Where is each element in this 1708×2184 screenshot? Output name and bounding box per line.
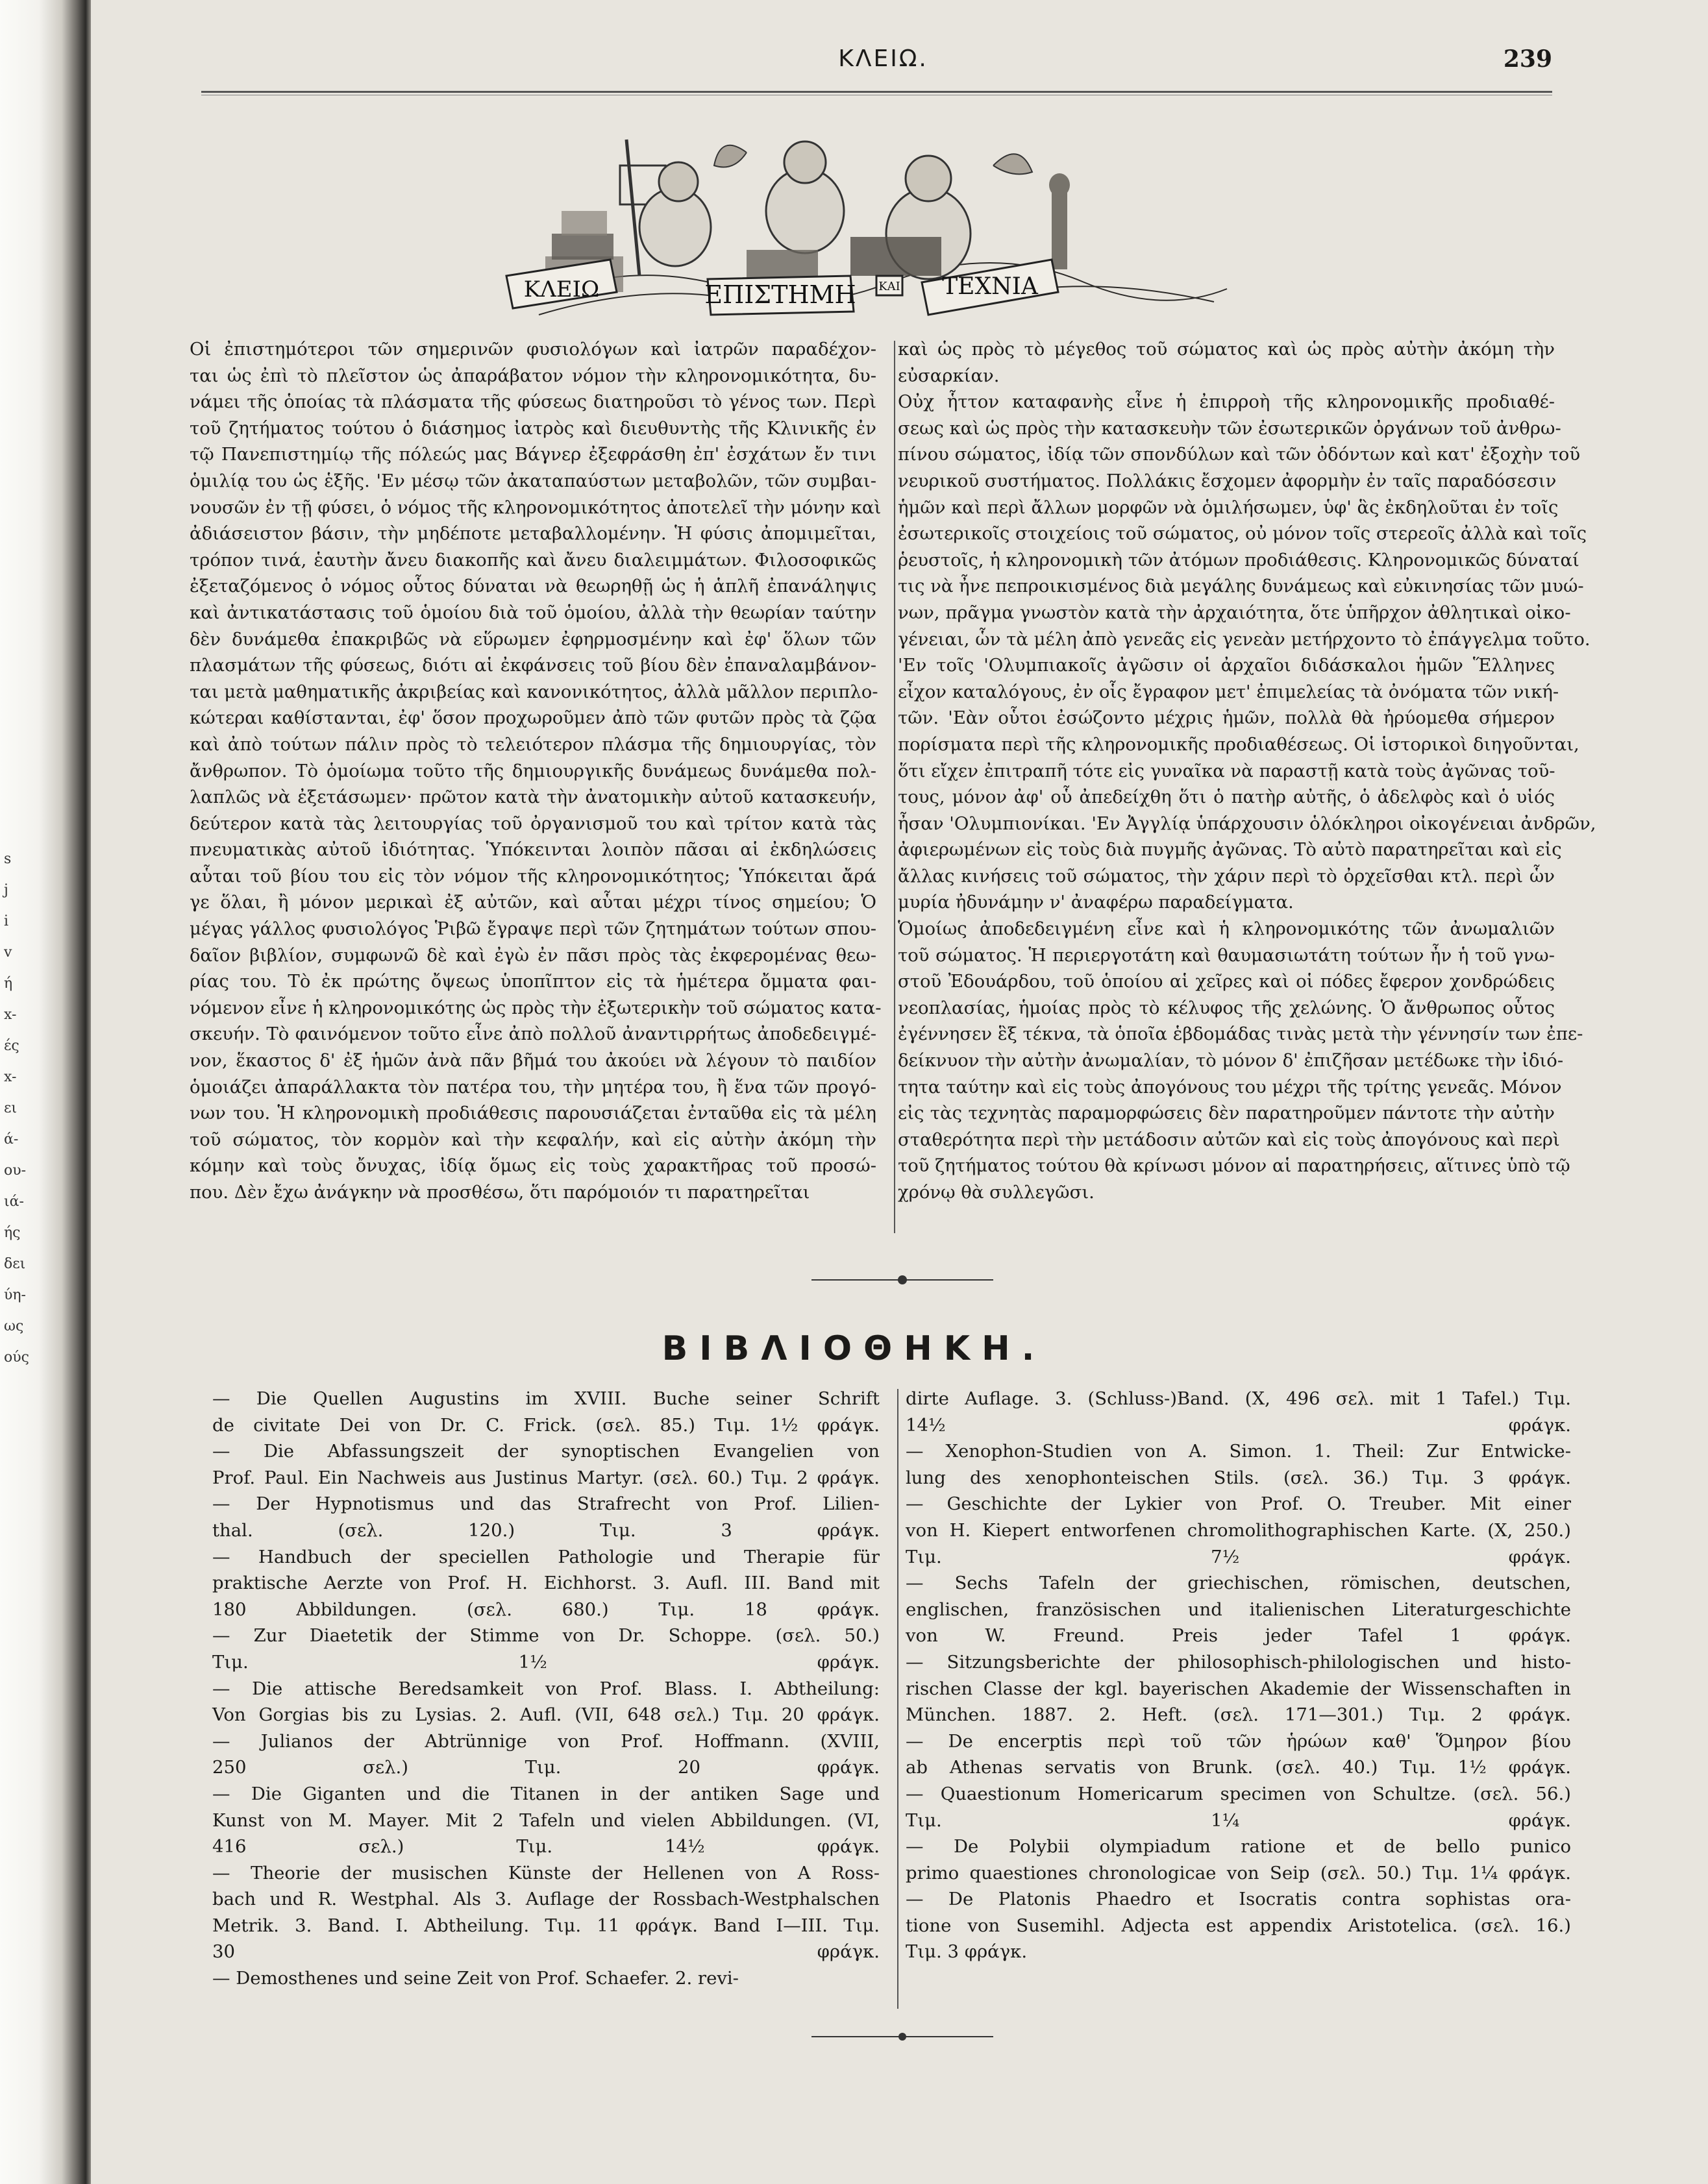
text-line: — De Polybii olympiadum ratione et de bello punico <box>906 1836 1571 1858</box>
text-line: Metrik. 3. Band. I. Abtheilung. Τιμ. 11 φράγκ. Band I—III. Τιμ. <box>212 1915 880 1936</box>
text-line: — Zur Diaetetik der Stimme von Dr. Schoppe. (σελ. 50.) <box>212 1625 880 1647</box>
edge-fragment: δει <box>4 1256 26 1272</box>
text-line: — Die Quellen Augustins im XVIII. Buche seiner Schrift <box>212 1388 880 1409</box>
text-line: Kunst von M. Mayer. Mit 2 Tafeln und vielen Abbildungen. (VI, <box>212 1810 880 1831</box>
article-paragraph <box>898 389 1590 652</box>
article-paragraph <box>190 336 882 1206</box>
text-line: κώτεραι καθίστανται, ἐφ' ὅσον προχωροῦμεν ἀπὸ τῶν φυτῶν πρὸς τὰ ζῷα <box>190 707 876 729</box>
text-line: σεως καὶ ὡς πρὸς τὴν κατασκευὴν τῶν ἐσωτερικῶν ὀργάνων τοῦ ἀνθρω- <box>898 417 1561 439</box>
text-line: dirte Auflage. 3. (Schluss-)Band. (X, 496 σελ. mit 1 Tafel.) Τιμ. <box>906 1388 1571 1409</box>
text-line: von H. Kiepert entworfenen chromolithographischen Karte. (X, 250.) <box>906 1519 1571 1541</box>
page-header <box>214 45 1552 84</box>
text-line: δαῖον βιβλίον, συμφωνῶ δὲ καὶ ἐγὼ ἐν πᾶσι πρὸς τὰς ἐκφερομένας θεω- <box>190 944 876 966</box>
text-line: 180 Abbildungen. (σελ. 680.) Τιμ. 18 φράγκ. <box>212 1599 880 1620</box>
banner-text-2: ΕΠΙΣΤΗΜΗ <box>704 280 856 309</box>
text-line: καὶ ἀντικατάστασις τοῦ ὁμοίου διὰ τοῦ ὁμοίου, ἀλλὰ τὴν θεωρίαν ταύτην <box>190 602 876 623</box>
text-line: — Julianos der Abtrünnige von Prof. Hoffmann. (XVIII, <box>212 1730 880 1752</box>
edge-fragment: j <box>4 882 8 898</box>
text-line: πίνου σώματος, ἰδίᾳ τῶν σπονδύλων καὶ τῶν ὀδόντων καὶ κατ' ἐξοχὴν τοῦ <box>898 444 1581 465</box>
edge-fragment: ά- <box>4 1131 19 1147</box>
text-line: — Geschichte der Lykier von Prof. O. Treuber. Mit einer <box>906 1493 1571 1515</box>
text-line: englischen, französischen und italienischen Literaturgeschichte <box>906 1599 1571 1620</box>
facing-page-edge-text <box>4 844 30 1373</box>
text-line: thal. (σελ. 120.) Τιμ. 3 φράγκ. <box>212 1519 880 1541</box>
edge-fragment: ή <box>4 975 13 992</box>
text-line: πορίσματα περὶ τῆς κληρονομικῆς προδιαθέσεως. Οἱ ἱστορικοὶ διηγοῦνται, <box>898 733 1579 755</box>
text-line: — Die Giganten und die Titanen in der antiken Sage und <box>212 1783 880 1804</box>
text-line: τοῦ σώματος. Ἡ περιεργοτάτη καὶ θαυμασιωτάτη τούτων ἦν ἡ τοῦ γνω- <box>898 944 1555 966</box>
text-line: rischen Classe der kgl. bayerischen Akademie der Wissenschaften in <box>906 1678 1571 1699</box>
edge-fragment: i <box>4 913 9 929</box>
text-line: εἶχον καταλόγους, ἐν οἷς ἔγραφον μετ' ἐπιμελείας τὰ ὀνόματα τῶν νική- <box>898 681 1559 702</box>
edge-fragment: x- <box>4 1069 17 1085</box>
text-line: — Xenophon-Studien von A. Simon. 1. Theil: Zur Entwicke- <box>906 1441 1571 1462</box>
library-left-column <box>212 1386 880 1992</box>
text-line: ἦσαν 'Ολυμπιονίκαι. 'Εν Ἀγγλίᾳ ὑπάρχουσιν ὁλόκληροι οἰκογένειαι ἀνδρῶν, <box>898 813 1596 834</box>
edge-fragment: ές <box>4 1038 19 1054</box>
text-line: μέγας γάλλος φυσιολόγος Ῥιβῶ ἔγραψε περὶ τῶν ζητημάτων τούτων σπου- <box>190 918 876 940</box>
section-divider-ornament <box>811 1272 993 1288</box>
page-number: 239 <box>1503 45 1552 73</box>
text-line: Τιμ. 3 φράγκ. <box>906 1941 1028 1963</box>
text-line: ἐξεταζόμενος ὁ νόμος οὗτος δύναται νὰ θεωρηθῇ ὡς ἡ ἁπλῆ ἐπανάληψις <box>190 576 876 597</box>
edge-fragment: ου- <box>4 1162 27 1179</box>
text-line: πνευματικὰς αὐτοῦ ἰδιότητας. Ὑπόκεινται λοιπὸν πᾶσαι αἱ ἐκδηλώσεις <box>190 839 876 861</box>
text-line: δὲν δυνάμεθα ἐπακριβῶς νὰ εὕρωμεν ἐφηρμοσμένην καὶ ἐφ' ὅλων τῶν <box>190 628 876 650</box>
edge-fragment: v <box>4 944 12 961</box>
article-right-column <box>898 336 1596 1206</box>
text-line: πλασμάτων τῆς φύσεως, διότι αἱ ἐκφάνσεις τοῦ βίου δὲν ἐπαναλαμβάνον- <box>190 655 876 676</box>
edge-fragment: ως <box>4 1318 24 1334</box>
text-line: — Die attische Beredsamkeit von Prof. Blass. I. Abtheilung: <box>212 1678 880 1699</box>
text-line: τητα ταύτην καὶ εἰς τοὺς ἀπογόνους του μέχρι τῆς τρίτης γενεᾶς. Μόνον <box>898 1076 1562 1098</box>
text-line: λαπλῶς νὰ ἐξετάσωμεν· πρῶτον κατὰ τὴν ἀνατομικὴν αὐτοῦ κατασκευήν, <box>190 787 876 808</box>
text-line: σταθερότητα περὶ τὴν μετάδοσιν αὐτῶν καὶ εἰς τοὺς ἀπογόνους καὶ περὶ <box>898 1129 1560 1150</box>
text-line: νόμενον εἶνε ἡ κληρονομικότης ὡς πρὸς τὴν ἐξωτερικὴν τοῦ σώματος κατα- <box>190 997 882 1018</box>
edge-fragment: x- <box>4 1007 17 1023</box>
text-line: — Quaestionum Homericarum specimen von Schultze. (σελ. 56.) <box>906 1783 1571 1804</box>
library-entries <box>212 1386 880 1992</box>
text-line: εὐσαρκίαν. <box>898 365 1000 386</box>
edge-fragment: ιά- <box>4 1194 24 1210</box>
text-line: καὶ ὡς πρὸς τὸ μέγεθος τοῦ σώματος καὶ ὡς πρὸς αὐτὴν ἀκόμη τὴν <box>898 339 1555 360</box>
text-line: — Sechs Tafeln der griechischen, römischen, deutschen, <box>906 1573 1571 1594</box>
text-line: ὁμιλίᾳ του ὡς ἑξῆς. 'Εν μέσῳ τῶν ἀκαταπαύστων μεταβολῶν, τῶν συμβαι- <box>190 470 876 491</box>
text-line: 416 σελ.) Τιμ. 14½ φράγκ. <box>212 1836 880 1858</box>
text-line: tione von Susemihl. Adjecta est appendix Aristotelica. (σελ. 16.) <box>906 1915 1571 1936</box>
text-line: νον, ἕκαστος δ' ἐξ ἡμῶν ἀνὰ πᾶν βῆμά του ἀκούει νὰ λέγουν τὸ παιδίον <box>190 1050 876 1072</box>
text-line: Τιμ. 7½ φράγκ. <box>906 1546 1571 1567</box>
text-line: 250 σελ.) Τιμ. 20 φράγκ. <box>212 1757 880 1778</box>
text-line: Οὐχ ἧττον καταφανὴς εἶνε ἡ ἐπιρροὴ τῆς κληρονομικῆς προδιαθέ- <box>898 391 1555 413</box>
text-line: — Der Hypnotismus und das Strafrecht von Prof. Lilien- <box>212 1493 880 1515</box>
text-line: νεοπλασίας, ἡμοίας πρὸς τὸ κέλυφος τῆς χελώνης. Ὁ ἄνθρωπος οὗτος <box>898 997 1555 1018</box>
article-left-column <box>190 336 882 1206</box>
text-line: ὁμοιάζει ἀπαράλλακτα τὸν πατέρα του, τὴν μητέρα του, ἢ ἕνα τῶν προγό- <box>190 1076 876 1098</box>
text-line: νάμει τῆς ὁποίας τὰ πλάσματα τῆς φύσεως διατηροῦσι τὸ γένος των. Περὶ <box>190 391 876 413</box>
text-line: νων, πρᾶγμα γνωστὸν κατὰ τὴν ἀρχαιότητα, ὅτε ὑπῆρχον ἀθλητικαὶ οἰκο- <box>898 602 1571 623</box>
text-line: ρίας του. Τὸ ἐκ πρώτης ὄψεως ὑποπῖπτον εἰς τὰ ἡμέτερα ὄμματα φαι- <box>190 971 876 992</box>
text-line: Ὁμοίως ἀποδεδειγμένη εἶνε καὶ ἡ κληρονομικότης τῶν ἀνωμαλιῶν <box>898 918 1555 940</box>
text-line: ται ὡς ἐπὶ τὸ πλεῖστον ὡς ἀπαράβατον νόμον τὴν κληρονομικότητα, δυ- <box>190 365 876 386</box>
text-line: ἄλλας κινήσεις τοῦ σώματος, τὴν χάριν περὶ τὸ ὀρχεῖσθαι κτλ. περὶ ὧν <box>898 865 1555 887</box>
text-line: νουσῶν ἐν τῇ φύσει, ὁ νόμος τῆς κληρονομικότητος ἀποτελεῖ τὴν μόνην καὶ <box>190 497 882 518</box>
text-line: μυρία ἠδυνάμην ν' ἀναφέρω παραδείγματα. <box>898 892 1294 913</box>
text-line: εἰς τὰς τεχνητὰς παραμορφώσεις δὲν παρατηροῦμεν πάντοτε τὴν αὐτὴν <box>898 1103 1555 1124</box>
text-line: νευρικοῦ συστήματος. Πολλάκις ἔσχομεν ἀφορμὴν ἐν ταῖς παραδόσεσιν <box>898 470 1557 491</box>
article-paragraph <box>898 916 1583 1206</box>
text-line: primo quaestiones chronologicae von Seip (σελ. 50.) Τιμ. 1¼ φράγκ. <box>906 1862 1571 1883</box>
library-entries <box>906 1386 1571 1965</box>
text-line: τις νὰ ἦνε πεπροικισμένος διὰ μεγάλης δυνάμεως καὶ εὐκινησίας τῶν μυώ- <box>898 576 1584 597</box>
text-line: τοῦ σώματος, τὸν κορμὸν καὶ τὴν κεφαλήν, καὶ εἰς αὐτὴν ἀκόμη τὴν <box>190 1129 876 1150</box>
banner-text-1: ΚΛΕΙΩ <box>523 276 600 302</box>
running-title: ΚΛΕΙΩ. <box>838 45 928 72</box>
text-line: — Demosthenes und seine Zeit von Prof. Schaefer. 2. revi- <box>212 1968 739 1989</box>
article-paragraph <box>898 652 1596 916</box>
text-line: τοῦ ζητήματος τούτου θὰ κρίνωσι μόνον αἱ παρατηρήσεις, αἵτινες ὑπὸ τῷ <box>898 1155 1570 1177</box>
text-line: καὶ ἀπὸ τούτων πάλιν πρὸς τὸ τελειότερον πλάσμα τῆς δημιουργίας, τὸν <box>190 733 876 755</box>
text-line: τους, μόνον ἀφ' οὗ ἀπεδείχθη ὅτι ὁ πατὴρ αὐτῆς, ὁ ἀδελφὸς καὶ ὁ υἱός <box>898 787 1555 808</box>
edge-fragment: ει <box>4 1100 18 1116</box>
text-line: lung des xenophonteischen Stils. (σελ. 36.) Τιμ. 3 φράγκ. <box>906 1467 1571 1488</box>
text-line: 14½ φράγκ. <box>906 1414 1571 1436</box>
library-section-title: ΒΙΒΛΙΟΘΗΚΗ. <box>662 1329 1046 1368</box>
text-line: ἄνθρωπον. Τὸ ὁμοίωμα τοῦτο τῆς δημιουργικῆς δυνάμεως δυνάμεθα πολ- <box>190 760 876 781</box>
banner-text-3: ΚΑΙ <box>878 280 900 293</box>
text-line: Οἱ ἐπιστημότεροι τῶν σημερινῶν φυσιολόγων καὶ ἰατρῶν παραδέχον- <box>190 339 876 360</box>
text-line: ἐσωτερικοῖς στοιχείοις τοῦ σώματος, οὐ μόνον τοῖς στερεοῖς ἀλλὰ καὶ τοῖς <box>898 523 1587 545</box>
edge-fragment: ύη- <box>4 1287 26 1303</box>
text-line: ab Athenas servatis von Brunk. (σελ. 40.) Τιμ. 1½ φράγκ. <box>906 1757 1571 1778</box>
column-rule <box>894 341 895 1233</box>
text-line: ἀδιάσειστον βάσιν, τὴν μηδέποτε μεταβαλλομένην. Ἡ φύσις ἀπομιμεῖται, <box>190 523 876 545</box>
text-line: ῥευστοῖς, ἡ κληρονομικὴ τῶν ἀτόμων προδιάθεσις. Κληρονομικῶς δύναταί <box>898 549 1579 571</box>
text-line: τοῦ ζητήματος τούτου ὁ διάσημος ἰατρὸς καὶ διευθυντὴς τῆς Κλινικῆς ἐν <box>190 417 876 439</box>
text-line: Prof. Paul. Ein Nachweis aus Justinus Martyr. (σελ. 60.) Τιμ. 2 φράγκ. <box>212 1467 880 1488</box>
text-line: — De Platonis Phaedro et Isocratis contra sophistas ora- <box>906 1889 1571 1910</box>
text-line: γε ὅλαι, ἢ μόνον μερικαὶ ἐξ αὐτῶν, καὶ αὗται μέχρι τίνος σημείου; Ὁ <box>190 892 876 913</box>
article-paragraph <box>898 336 1555 389</box>
text-line: αὗται τοῦ βίου του εἰς τὸν νόμον τῆς κληρονομικότητος; Ὑπόκειται ἄρά <box>190 865 876 887</box>
text-line: praktische Aerzte von Prof. H. Eichhorst. 3. Aufl. III. Band mit <box>212 1573 880 1594</box>
text-line: — Handbuch der speciellen Pathologie und Therapie für <box>212 1546 880 1567</box>
library-right-column <box>906 1386 1571 1965</box>
text-line: — Theorie der musischen Künste der Hellenen von A Ross- <box>212 1862 880 1883</box>
text-line: σκευήν. Τὸ φαινόμενον τοῦτο εἶνε ἀπὸ πολλοῦ ἀναντιρρήτως ἀποδεδειγμέ- <box>190 1024 876 1045</box>
text-line: ται μετὰ μαθηματικῆς ἀκριβείας καὶ κανονικότητος, ἀλλὰ μᾶλλον περιπλο- <box>190 681 878 702</box>
text-line: δείκνυον τὴν αὐτὴν ἀνωμαλίαν, τὸ μόνον δ' ἐπιζῆσαν μετέδωκε τὴν ἰδιό- <box>898 1050 1564 1072</box>
text-line: γένειαι, ὧν τὰ μέλη ἀπὸ γενεᾶς εἰς γενεὰν μετήρχοντο τὸ ἐπάγγελμα τοῦτο. <box>898 628 1590 650</box>
text-line: νων του. Ἡ κληρονομικὴ προδιάθεσις παρουσιάζεται ἐνταῦθα εἰς τὰ μέλη <box>190 1103 876 1124</box>
text-line: που. Δὲν ἔχω ἀνάγκην νὰ προσθέσω, ὅτι παρόμοιόν τι παρατηρεῖται <box>190 1182 810 1203</box>
text-line: bach und R. Westphal. Als 3. Auflage der Rossbach-Westphalschen <box>212 1889 880 1910</box>
text-line: τρόπον τινά, ἑαυτὴν ἄνευ διακοπῆς καὶ ἄνευ διαλειμμάτων. Φιλοσοφικῶς <box>190 549 876 571</box>
text-line: München. 1887. 2. Heft. (σελ. 171—301.) Τιμ. 2 φράγκ. <box>906 1704 1571 1726</box>
text-line: de civitate Dei von Dr. C. Frick. (σελ. 85.) Τιμ. 1½ φράγκ. <box>212 1414 880 1436</box>
text-line: κόμην καὶ τοὺς ὄνυχας, ἰδίᾳ ὅμως εἰς τοὺς χαρακτῆρας τοῦ προσώ- <box>190 1155 876 1177</box>
text-line: — Sitzungsberichte der philosophisch-philologischen und histo- <box>906 1651 1571 1673</box>
text-line: Τιμ. 1¼ φράγκ. <box>906 1810 1571 1831</box>
text-line: Von Gorgias bis zu Lysias. 2. Aufl. (VII, 648 σελ.) Τιμ. 20 φράγκ. <box>212 1704 880 1726</box>
text-line: Τιμ. 1½ φράγκ. <box>212 1651 880 1673</box>
text-line: von W. Freund. Preis jeder Tafel 1 φράγκ. <box>906 1625 1571 1647</box>
text-line: — Die Abfassungszeit der synoptischen Evangelien von <box>212 1441 880 1462</box>
text-line: ἀφιερωμένων εἰς τοὺς διὰ πυγμῆς ἀγῶνας. Τὸ αὐτὸ παρατηρεῖται καὶ εἰς <box>898 839 1562 861</box>
text-line: ἐγέννησεν ἓξ τέκνα, τὰ ὁποῖα ἑβδομάδας τινὰς μετὰ τὴν γέννησίν των ἐπε- <box>898 1024 1583 1045</box>
headpiece-vignette <box>500 127 1246 334</box>
text-line: ὅτι εἴχεν ἐπιτραπῆ τότε εἰς γυναῖκα νὰ παραστῇ κατὰ τοὺς ἀγῶνας τοῦ- <box>898 760 1555 781</box>
text-line: στοῦ Ἐδουάρδου, τοῦ ὁποίου αἱ χεῖρες καὶ οἱ πόδες ἔφερον χονδρώδεις <box>898 971 1555 992</box>
text-line: χρόνῳ θὰ συλλεγῶσι. <box>898 1182 1095 1203</box>
text-line: ἡμῶν καὶ περὶ ἄλλων μορφῶν νὰ ὁμιλήσωμεν, ὑφ' ἃς ἐκδηλοῦται ἐν τοῖς <box>898 497 1559 518</box>
edge-fragment: ούς <box>4 1349 29 1366</box>
banner-text-4: ΤΕΧΝΙΑ <box>942 273 1038 300</box>
edge-fragment: ής <box>4 1225 21 1241</box>
header-rule <box>201 91 1552 93</box>
text-line: τῷ Πανεπιστημίῳ τῆς πόλεώς μας Βάγνερ ἐξεφράσθη ἐπ' ἐσχάτων ἔν τινι <box>190 444 876 465</box>
text-line: τῶν. 'Εὰν οὗτοι ἐσώζοντο μέχρις ἡμῶν, πολλὰ θὰ ἠρύομεθα σήμερον <box>898 707 1555 729</box>
text-line: 30 φράγκ. <box>212 1941 880 1963</box>
edge-fragment: s <box>4 851 12 867</box>
text-line: δεύτερον κατὰ τὰς λειτουργίας τοῦ ὀργανισμοῦ του καὶ τρίτον κατὰ τὰς <box>190 813 876 834</box>
column-rule <box>897 1389 898 2009</box>
text-line: 'Εν τοῖς 'Ολυμπιακοῖς ἀγῶσιν οἱ ἀρχαῖοι διδάσκαλοι ἡμῶν Ἕλληνες <box>898 655 1555 676</box>
text-line: — De encerptis περὶ τοῦ τῶν ἡρώων καθ' Ὅμηρον βίου <box>906 1730 1571 1752</box>
end-ornament <box>811 2029 993 2044</box>
